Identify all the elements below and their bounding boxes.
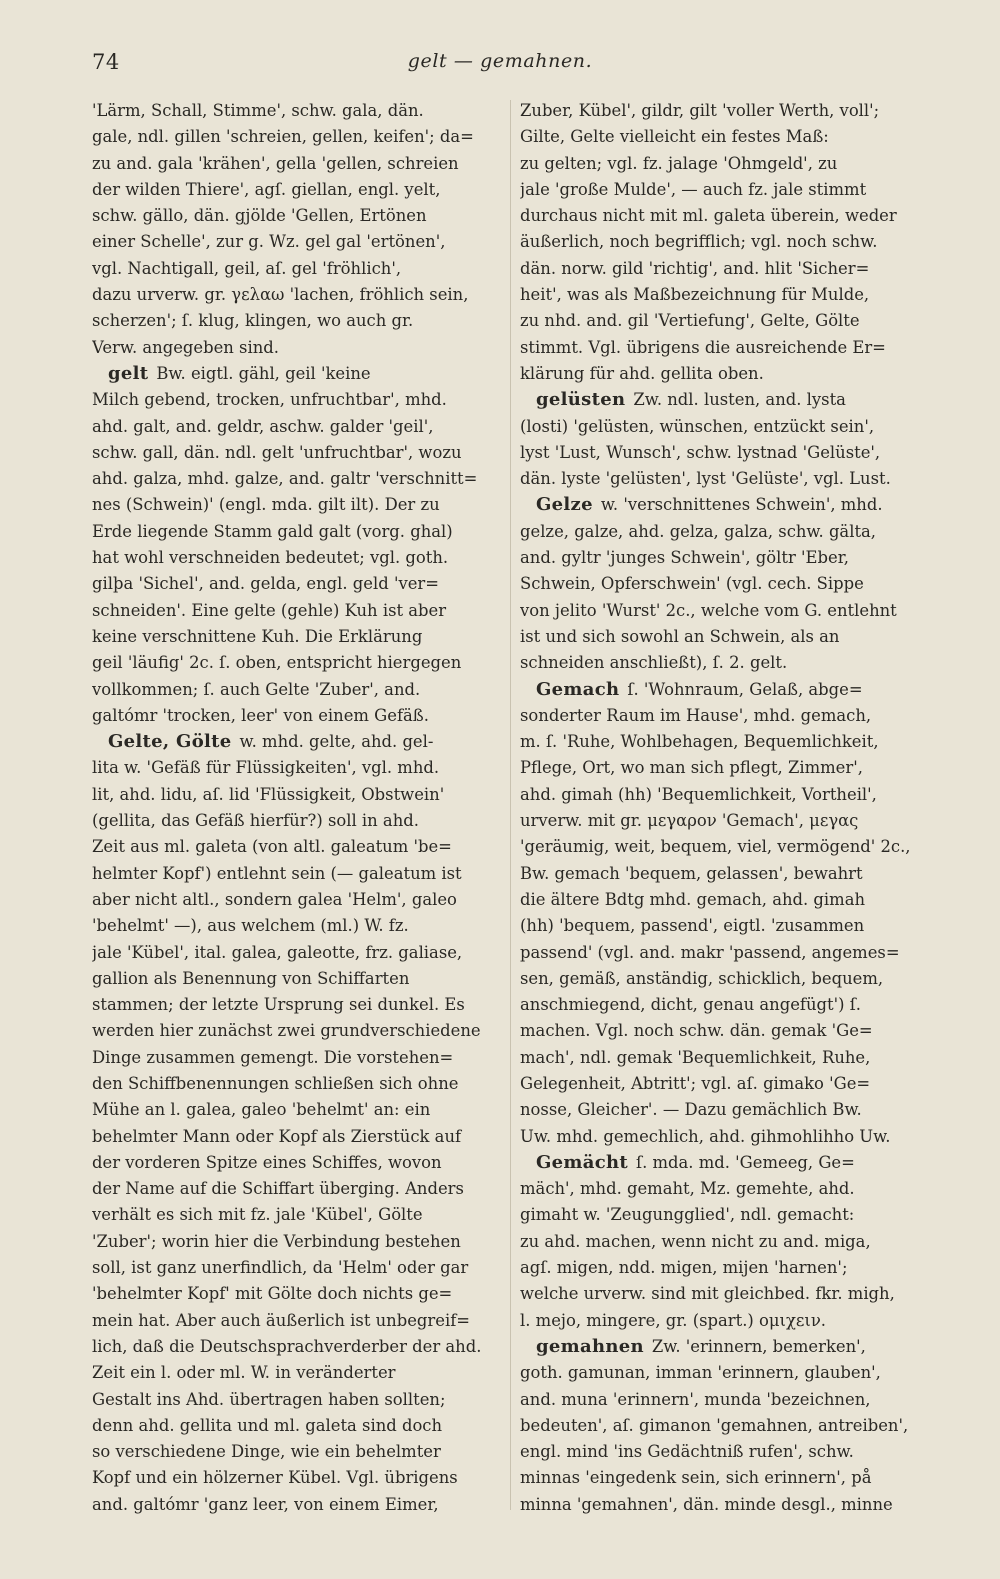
text-line: dän. lyste 'gelüsten', lyst 'Gelüste', vgl. Lust.	[520, 469, 891, 489]
text-line: von jelito 'Wurst' 2c., welche vom G. entlehnt	[520, 600, 897, 620]
text-line: mäch', mhd. gemaht, Mz. gemehte, ahd.	[520, 1179, 855, 1199]
entry-body	[92, 755, 502, 1518]
text-line: durchaus nicht mit ml. galeta überein, weder	[520, 206, 897, 226]
text-line: den Schiffbenennungen schließen sich ohne	[92, 1073, 459, 1093]
entry-body	[520, 1360, 930, 1518]
text-line: ist und sich sowohl an Schwein, als an	[520, 626, 840, 646]
entry-first-line	[92, 361, 502, 387]
text-line: urverw. mit gr. μεγαρον 'Gemach', μεγας	[520, 811, 859, 831]
text-line: machen. Vgl. noch schw. dän. gemak 'Ge=	[520, 1021, 873, 1041]
text-line: Milch gebend, trocken, unfruchtbar', mhd.	[92, 390, 447, 410]
text-line: der wilden Thiere', agſ. giellan, engl. yelt,	[92, 179, 441, 199]
text-line: ahd. gimah (hh) 'Bequemlichkeit, Vortheil',	[520, 784, 877, 804]
text-line: lita w. 'Gefäß für Flüssigkeiten', vgl. mhd.	[92, 758, 440, 778]
text-line: and. muna 'erinnern', munda 'bezeichnen,	[520, 1389, 871, 1409]
text-line: mach', ndl. gemak 'Bequemlichkeit, Ruhe,	[520, 1047, 871, 1067]
running-head: gelt — gemahnen.	[407, 50, 593, 72]
text-line: Gestalt ins Ahd. übertragen haben sollten;	[92, 1389, 446, 1409]
text-line: schw. gall, dän. ndl. gelt 'unfruchtbar', wozu	[92, 442, 462, 462]
text-line: nes (Schwein)' (engl. mda. gilt ilt). Der zu	[92, 495, 440, 515]
text-line: jale 'Kübel', ital. galea, galeotte, frz. galiase,	[92, 942, 463, 962]
headword: gelüsten	[536, 389, 626, 411]
text-line: and. galtómr 'ganz leer, von einem Eimer,	[92, 1494, 439, 1514]
text-line: behelmter Mann oder Kopf als Zierstück auf	[92, 1126, 462, 1146]
text-line: welche urverw. sind mit gleichbed. fkr. migh,	[520, 1284, 895, 1304]
text-line: keine verschnittene Kuh. Die Erklärung	[92, 626, 423, 646]
text-line: Kopf und ein hölzerner Kübel. Vgl. übrigens	[92, 1468, 458, 1488]
entry-first-line	[520, 1334, 930, 1360]
text-line: ahd. galza, mhd. galze, and. galtr 'verschnitt=	[92, 469, 478, 489]
text-line: jale 'große Mulde', — auch fz. jale stimmt	[520, 179, 867, 199]
text-line: Zeit ein l. oder ml. W. in veränderter	[92, 1363, 396, 1383]
text-line: lich, daß die Deutschsprachverderber der ahd.	[92, 1336, 482, 1356]
entry-body	[520, 1176, 930, 1334]
headword: Gelze	[536, 494, 593, 516]
text-line: Verw. angegeben sind.	[92, 337, 279, 357]
headword: gelt	[108, 362, 149, 384]
text-line: zu gelten; vgl. fz. jalage 'Ohmgeld', zu	[520, 153, 838, 173]
text-line: nosse, Gleicher'. — Dazu gemächlich Bw.	[520, 1100, 862, 1120]
text-line: denn ahd. gellita und ml. galeta sind doch	[92, 1415, 443, 1435]
text-line: Mühe an l. galea, galeo 'behelmt' an: ein	[92, 1100, 431, 1120]
text-line: 'Lärm, Schall, Stimme', schw. gala, dän.	[92, 101, 424, 120]
text-line: minnas 'eingedenk sein, sich erinnern', på	[520, 1468, 872, 1488]
text-line: vgl. Nachtigall, geil, aſ. gel 'fröhlich',	[92, 258, 402, 278]
entry-text: Zw. ndl. lusten, and. lysta	[633, 390, 846, 410]
text-line: helmter Kopf') entlehnt sein (— galeatum ist	[92, 863, 462, 883]
page-number: 74	[92, 50, 120, 74]
headword: gemahnen	[536, 1335, 644, 1357]
text-line: Uw. mhd. gemechlich, ahd. gihmohlihho Uw.	[520, 1126, 891, 1146]
text-line: gallion als Benennung von Schiffarten	[92, 968, 410, 988]
entry-gemahnen	[520, 1334, 930, 1518]
left-continued-text	[92, 98, 502, 361]
page-header	[0, 44, 1000, 78]
entry-first-line	[92, 729, 502, 755]
text-line: (hh) 'bequem, passend', eigtl. 'zusammen	[520, 916, 865, 936]
text-line: dazu urverw. gr. γελαω 'lachen, fröhlich sein,	[92, 285, 469, 305]
text-line: gilþa 'Sichel', and. gelda, engl. geld 'ver=	[92, 574, 439, 594]
entry-first-line	[520, 387, 930, 413]
text-line: goth. gamunan, imman 'erinnern, glauben',	[520, 1363, 881, 1383]
entry-first-line	[520, 677, 930, 703]
text-line: Gilte, Gelte vielleicht ein festes Maß:	[520, 127, 829, 147]
headword: Gemächt	[536, 1151, 628, 1173]
text-line: einer Schelle', zur g. Wz. gel gal 'ertönen',	[92, 232, 446, 252]
text-line: schneiden anschließt), ſ. 2. gelt.	[520, 653, 788, 673]
text-line: agſ. migen, ndd. migen, mijen 'harnen';	[520, 1258, 848, 1278]
text-line: (gellita, das Gefäß hierfür?) soll in ahd.	[92, 811, 419, 831]
text-line: werden hier zunächst zwei grundverschiedene	[92, 1021, 481, 1041]
entry-first-line	[520, 492, 930, 518]
text-line: Dinge zusammen gemengt. Die vorstehen=	[92, 1047, 454, 1067]
text-line: Schwein, Opferschwein' (vgl. cech. Sippe	[520, 574, 864, 594]
text-line: mein hat. Aber auch äußerlich ist unbegreif=	[92, 1310, 471, 1330]
text-line: Erde liegende Stamm gald galt (vorg. ghal)	[92, 521, 453, 541]
right-continued-text	[520, 98, 930, 387]
text-line: passend' (vgl. and. makr 'passend, angemes=	[520, 942, 900, 962]
text-line: sonderter Raum im Hause', mhd. gemach,	[520, 705, 872, 725]
text-line: vollkommen; ſ. auch Gelte 'Zuber', and.	[92, 679, 421, 699]
entry-text: w. mhd. gelte, ahd. gel-	[239, 732, 434, 752]
text-line: sen, gemäß, anständig, schicklich, bequem,	[520, 968, 884, 988]
right-column	[520, 98, 930, 1518]
text-line: geil 'läufig' 2c. ſ. oben, entspricht hiergegen	[92, 653, 462, 673]
text-line: so verschiedene Dinge, wie ein behelmter	[92, 1442, 441, 1462]
text-line: der vorderen Spitze eines Schiffes, wovon	[92, 1152, 442, 1172]
text-line: stimmt. Vgl. übrigens die ausreichende Er=	[520, 337, 886, 357]
text-line: scherzen'; ſ. klug, klingen, wo auch gr.	[92, 311, 414, 331]
entry-body	[520, 519, 930, 677]
entry-text: w. 'verschnittenes Schwein', mhd.	[600, 495, 883, 515]
text-line: zu ahd. machen, wenn nicht zu and. miga,	[520, 1231, 871, 1251]
text-line: Zeit aus ml. galeta (von altl. galeatum 'be=	[92, 837, 452, 857]
text-line: der Name auf die Schiffart überging. Anders	[92, 1179, 464, 1199]
text-line: hat wohl verschneiden bedeutet; vgl. goth.	[92, 548, 449, 568]
text-line: Zuber, Kübel', gildr, gilt 'voller Werth, voll';	[520, 101, 880, 120]
text-line: Pflege, Ort, wo man sich pflegt, Zimmer',	[520, 758, 863, 778]
entry-gelte	[92, 729, 502, 1518]
entry-gemaecht	[520, 1150, 930, 1334]
text-line: m. ſ. 'Ruhe, Wohlbehagen, Bequemlichkeit,	[520, 732, 879, 752]
text-line: Gelegenheit, Abtritt'; vgl. aſ. gimako 'Ge=	[520, 1073, 871, 1093]
text-line: and. gyltr 'junges Schwein', göltr 'Eber,	[520, 548, 849, 568]
text-line: zu nhd. and. gil 'Vertiefung', Gelte, Gölte	[520, 311, 860, 331]
text-line: gelze, galze, ahd. gelza, galza, schw. gälta,	[520, 521, 877, 541]
text-line: l. mejo, mingere, gr. (spart.) ομιχειν.	[520, 1310, 826, 1330]
text-line: verhält es sich mit fz. jale 'Kübel', Gölte	[92, 1205, 423, 1225]
text-line: schneiden'. Eine gelte (gehle) Kuh ist aber	[92, 600, 447, 620]
entry-text: ſ. mda. md. 'Gemeeg, Ge=	[636, 1152, 855, 1172]
column-divider	[510, 100, 511, 1510]
text-line: minna 'gemahnen', dän. minde desgl., minne	[520, 1494, 893, 1514]
entry-first-line	[520, 1150, 930, 1176]
text-line: engl. mind 'ins Gedächtniß rufen', schw.	[520, 1442, 854, 1462]
text-line: gale, ndl. gillen 'schreien, gellen, keifen'; da=	[92, 127, 474, 147]
text-line: dän. norw. gild 'richtig', and. hlit 'Sicher=	[520, 258, 870, 278]
text-line: anschmiegend, dicht, genau angefügt') ſ.	[520, 995, 861, 1015]
text-line: 'behelmt' —), aus welchem (ml.) W. fz.	[92, 916, 409, 936]
entry-gelt	[92, 361, 502, 729]
entry-text: Bw. eigtl. gähl, geil 'keine	[156, 363, 371, 383]
text-line: klärung für ahd. gellita oben.	[520, 363, 764, 383]
text-line: ahd. galt, and. geldr, aschw. galder 'geil',	[92, 416, 434, 436]
text-line: 'geräumig, weit, bequem, viel, vermögend' 2c.,	[520, 837, 911, 857]
left-column	[92, 98, 502, 1518]
entry-text: ſ. 'Wohnraum, Gelaß, abge=	[627, 679, 863, 699]
text-line: gimaht w. 'Zeugungglied', ndl. gemacht:	[520, 1205, 855, 1225]
entry-text: Zw. 'erinnern, bemerken',	[651, 1336, 866, 1356]
entry-geluesten	[520, 387, 930, 492]
entry-body	[520, 414, 930, 493]
text-line: lit, ahd. lidu, aſ. lid 'Flüssigkeit, Obstwein'	[92, 784, 445, 804]
text-line: galtómr 'trocken, leer' von einem Gefäß.	[92, 705, 429, 725]
text-line: heit', was als Maßbezeichnung für Mulde,	[520, 285, 870, 305]
text-line: die ältere Bdtg mhd. gemach, ahd. gimah	[520, 889, 866, 909]
entry-gemach	[520, 677, 930, 1150]
headword: Gemach	[536, 678, 620, 700]
text-line: Bw. gemach 'bequem, gelassen', bewahrt	[520, 863, 863, 883]
text-line: (losti) 'gelüsten, wünschen, entzückt sein',	[520, 416, 875, 436]
text-line: äußerlich, noch begrifflich; vgl. noch schw.	[520, 232, 878, 252]
text-line: stammen; der letzte Ursprung sei dunkel. Es	[92, 995, 465, 1015]
entry-body	[92, 387, 502, 729]
text-line: bedeuten', aſ. gimanon 'gemahnen, antreiben',	[520, 1415, 909, 1435]
text-line: zu and. gala 'krähen', gella 'gellen, schreien	[92, 153, 459, 173]
text-line: lyst 'Lust, Wunsch', schw. lystnad 'Gelüste',	[520, 442, 881, 462]
text-line: 'Zuber'; worin hier die Verbindung bestehen	[92, 1231, 461, 1251]
text-line: soll, ist ganz unerfindlich, da 'Helm' oder gar	[92, 1258, 469, 1278]
text-line: schw. gällo, dän. gjölde 'Gellen, Ertönen	[92, 206, 427, 226]
text-line: aber nicht altl., sondern galea 'Helm', galeo	[92, 889, 457, 909]
entry-body	[520, 703, 930, 1150]
text-line: 'behelmter Kopf' mit Gölte doch nichts ge=	[92, 1284, 453, 1304]
headword: Gelte, Gölte	[108, 731, 232, 753]
entry-gelze	[520, 492, 930, 676]
